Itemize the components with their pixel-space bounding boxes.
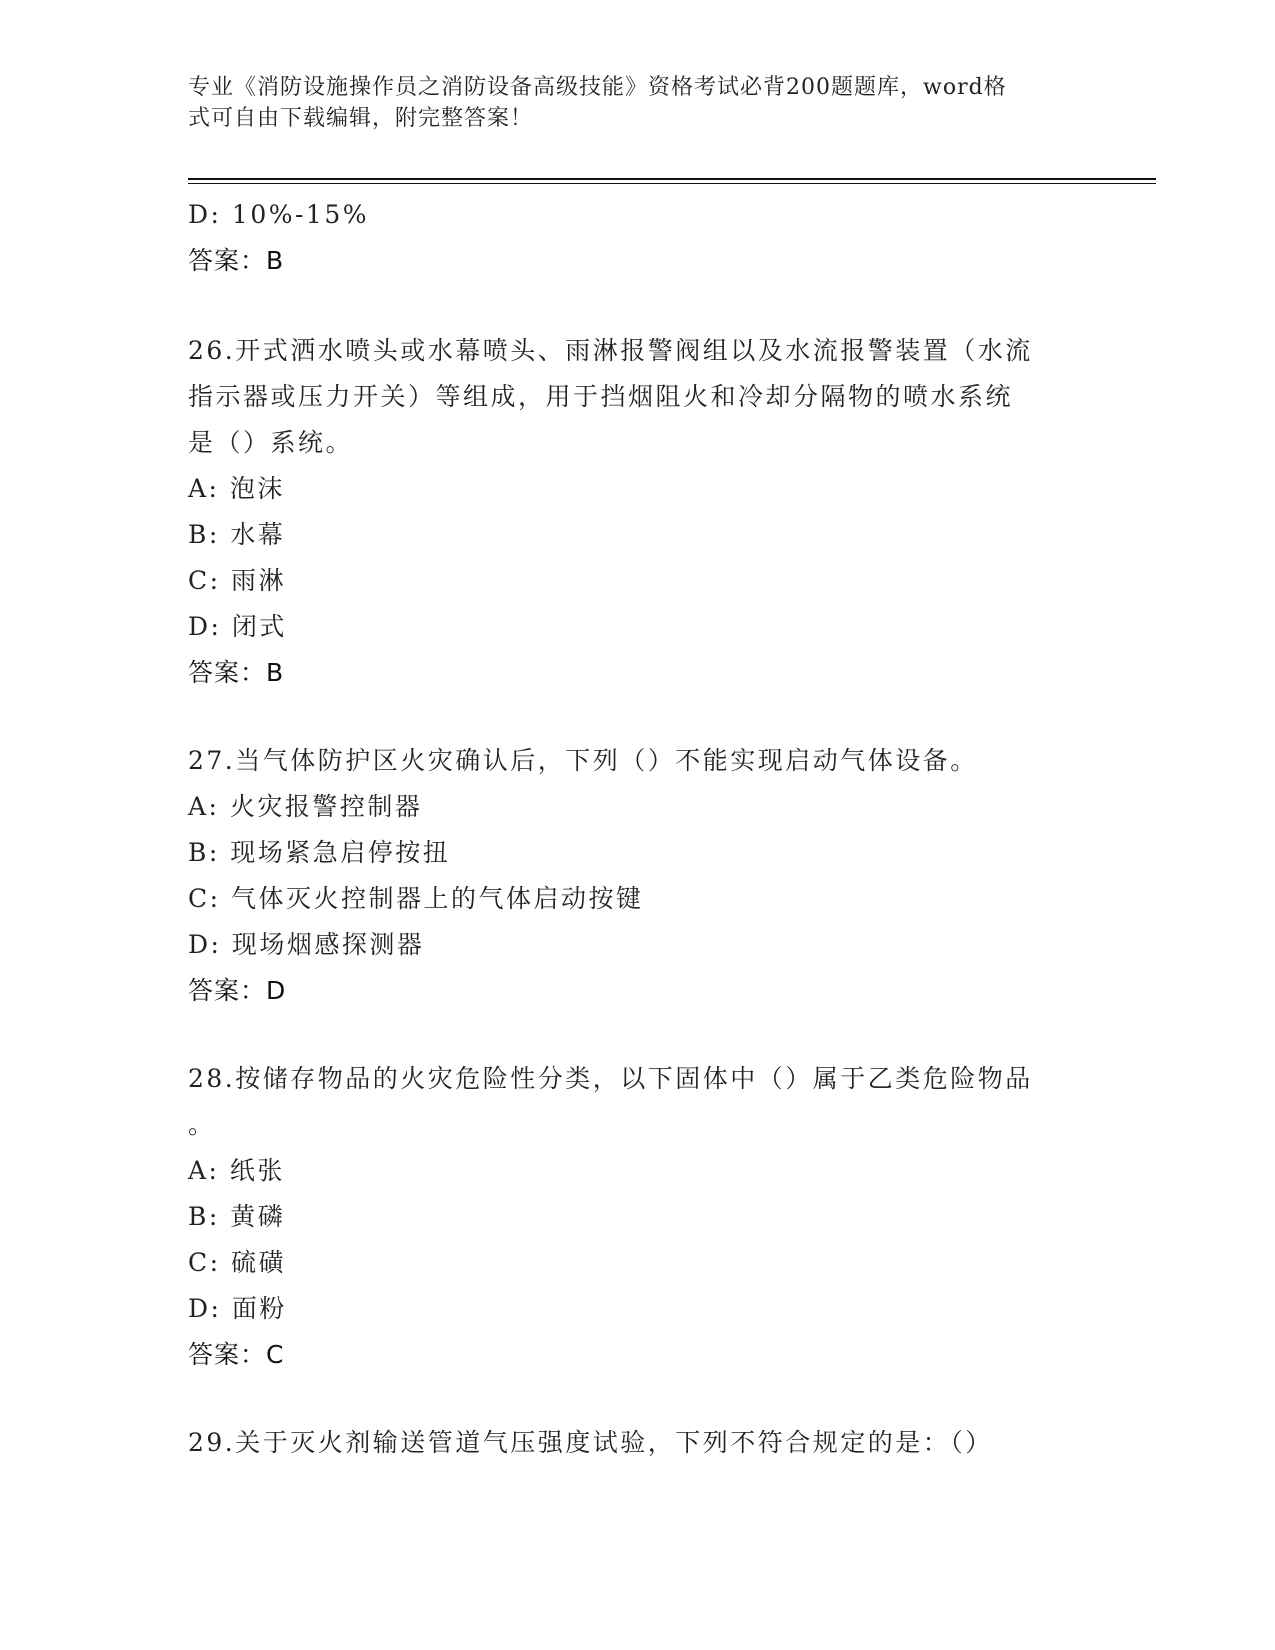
question-28 bbox=[188, 1056, 1088, 1378]
option-c: C: 硫磺 bbox=[188, 1248, 286, 1277]
option-c: C: 气体灭火控制器上的气体启动按键 bbox=[188, 884, 644, 913]
option-d: D: 现场烟感探测器 bbox=[188, 930, 425, 959]
spacer bbox=[188, 1378, 1088, 1420]
header-line-1: 专业《消防设施操作员之消防设备高级技能》资格考试必背200题题库，word格 bbox=[188, 75, 1007, 100]
question-text-line: 28.按储存物品的火灾危险性分类，以下固体中（）属于乙类危险物品 bbox=[188, 1064, 1033, 1093]
option-c: C: 雨淋 bbox=[188, 566, 286, 595]
question-text-line: 29.关于灭火剂输送管道气压强度试验，下列不符合规定的是：（） bbox=[188, 1428, 993, 1457]
header-divider-thin bbox=[188, 183, 1156, 184]
option-a: A: 火灾报警控制器 bbox=[188, 792, 423, 821]
spacer bbox=[188, 284, 1088, 328]
option-d: D: 10%-15% bbox=[188, 200, 369, 229]
question-26 bbox=[188, 328, 1088, 696]
question-text-line: 是（）系统。 bbox=[188, 428, 354, 457]
question-text-line: 指示器或压力开关）等组成，用于挡烟阻火和冷却分隔物的喷水系统 bbox=[188, 382, 1014, 411]
spacer bbox=[188, 696, 1088, 738]
header-divider-thick bbox=[188, 178, 1156, 180]
answer: 答案：D bbox=[188, 976, 287, 1005]
question-27 bbox=[188, 738, 1088, 1014]
question-25-tail bbox=[188, 192, 1088, 284]
option-b: B: 现场紧急启停按扭 bbox=[188, 838, 451, 867]
spacer bbox=[188, 1014, 1088, 1056]
question-list bbox=[188, 192, 1088, 1466]
question-text-line: 26.开式洒水喷头或水幕喷头、雨淋报警阀组以及水流报警装置（水流 bbox=[188, 336, 1033, 365]
question-text-line: 27.当气体防护区火灾确认后，下列（）不能实现启动气体设备。 bbox=[188, 746, 978, 775]
option-b: B: 水幕 bbox=[188, 520, 286, 549]
header-line-2: 式可自由下载编辑，附完整答案！ bbox=[188, 106, 534, 131]
answer: 答案：B bbox=[188, 246, 285, 275]
question-29 bbox=[188, 1420, 1088, 1466]
question-text-line: 。 bbox=[188, 1110, 216, 1139]
option-a: A: 泡沫 bbox=[188, 474, 285, 503]
option-b: B: 黄磷 bbox=[188, 1202, 286, 1231]
answer: 答案：B bbox=[188, 658, 285, 687]
answer: 答案：C bbox=[188, 1340, 285, 1369]
option-d: D: 闭式 bbox=[188, 612, 287, 641]
page-header bbox=[188, 72, 1068, 134]
option-a: A: 纸张 bbox=[188, 1156, 285, 1185]
option-d: D: 面粉 bbox=[188, 1294, 287, 1323]
